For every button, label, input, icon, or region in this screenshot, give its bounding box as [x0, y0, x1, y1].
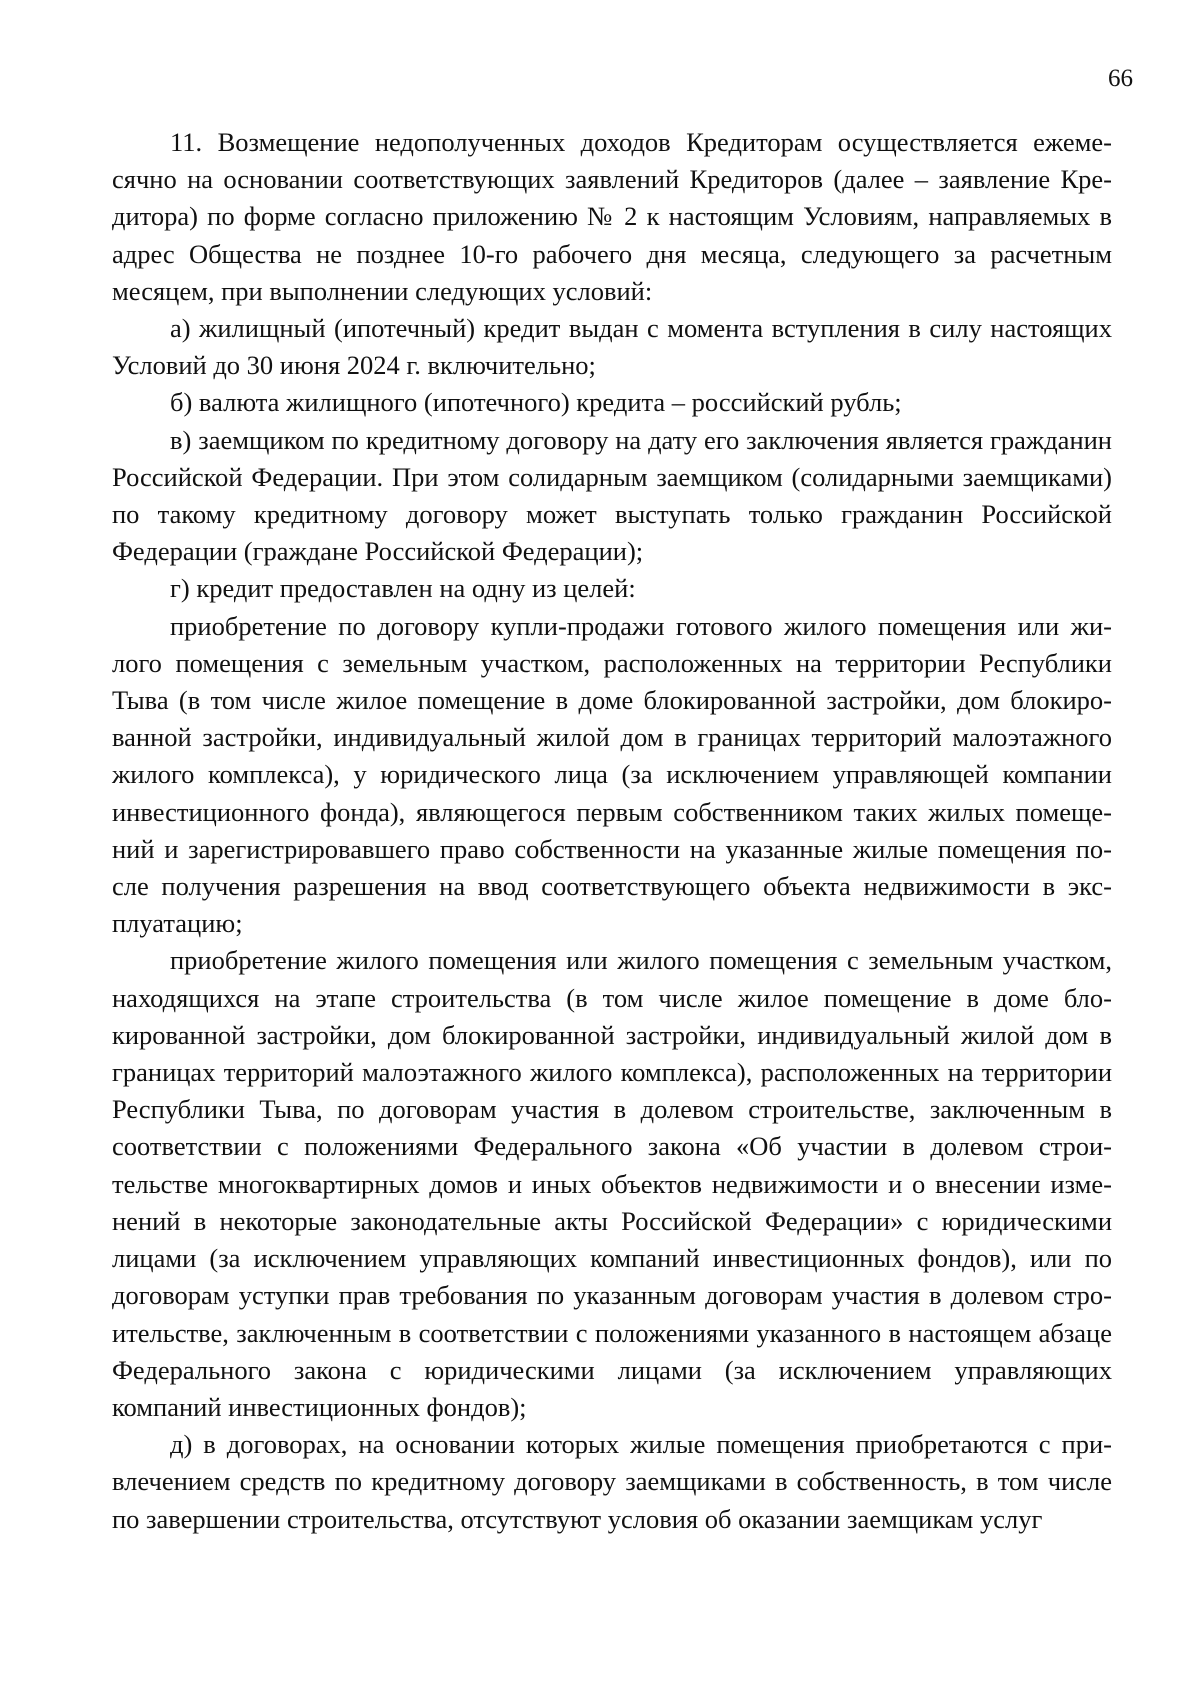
paragraph-purpose-ready-housing: приобретение по договору купли-продажи готового жилого помещения или жилого помещения с земельным участком, расположенных на территории Республики Тыва (в том числе жилое помещение в доме блокированной застройки, дом блокированной застройки, индивидуальный жилой дом в границах территорий малоэтажного жилого комплекса), у юридического лица (за исключением управляющей компании инвестиционного фонда), являющегося первым собственником таких жилых помещений и зарегистрировавшего право собственности на указанные жилые помещения после получения разрешения на ввод соответствующего объекта недвижимости в эксплуатацию;	[112, 610, 1112, 939]
paragraph-purpose-under-construction: приобретение жилого помещения или жилого помещения с земельным участком, находящихся на этапе строительства (в том числе жилое помещение в доме блокированной застройки, дом блокированной застройки, индивидуальный жилой дом в границах территорий малоэтажного жилого комплекса), расположенных на территории Республики Тыва, по договорам участия в долевом строительстве, заключенным в соответствии с положениями Федерального закона «Об участии в долевом строительстве многоквартирных домов и иных объектов недвижимости и о внесении изменений в некоторые законодательные акты Российской Федерации» с юридическими лицами (за исключением управляющих компаний инвестиционных фондов), или по договорам уступки прав требования по указанным договорам участия в долевом строительстве, заключенным в соответствии с положениями указанного в настоящем абзаце Федерального закона с юридическими лицами (за исключением управляющих компаний инвестиционных фондов);	[112, 945, 1112, 1422]
page-number: 66	[1108, 65, 1133, 92]
paragraph-subitem-d: д) в договорах, на основании которых жилые помещения приобретаются с привлечением средств по кредитному договору заемщиками в собственность, в том числе по завершении строительства, отсутствуют условия об оказании заемщикам услуг	[112, 1429, 1112, 1534]
paragraph-subitem-b: б) валюта жилищного (ипотечного) кредита – российский рубль;	[170, 387, 902, 418]
document-body	[112, 124, 1112, 1538]
paragraph-subitem-v: в) заемщиком по кредитному договору на дату его заключения является гражданин Российской Федерации. При этом солидарным заемщиком (солидарными заемщиками) по такому кредитному договору может выступать только гражданин Российской Федерации (граждане Российской Федерации);	[112, 424, 1112, 567]
paragraph-item-11: 11. Возмещение недополученных доходов Кредиторам осуществляется ежемесячно на основании соответствующих заявлений Кредиторов (далее – заявление Кредитора) по форме согласно приложению № 2 к настоящим Условиям, направляемых в адрес Общества не позднее 10-го рабочего дня месяца, следующего за расчетным месяцем, при выполнении следующих условий:	[112, 127, 1112, 306]
paragraph-subitem-g: г) кредит предоставлен на одну из целей:	[170, 573, 636, 604]
paragraph-subitem-a: а) жилищный (ипотечный) кредит выдан с момента вступления в силу настоящих Условий до 30 июня 2024 г. включительно;	[112, 313, 1112, 381]
